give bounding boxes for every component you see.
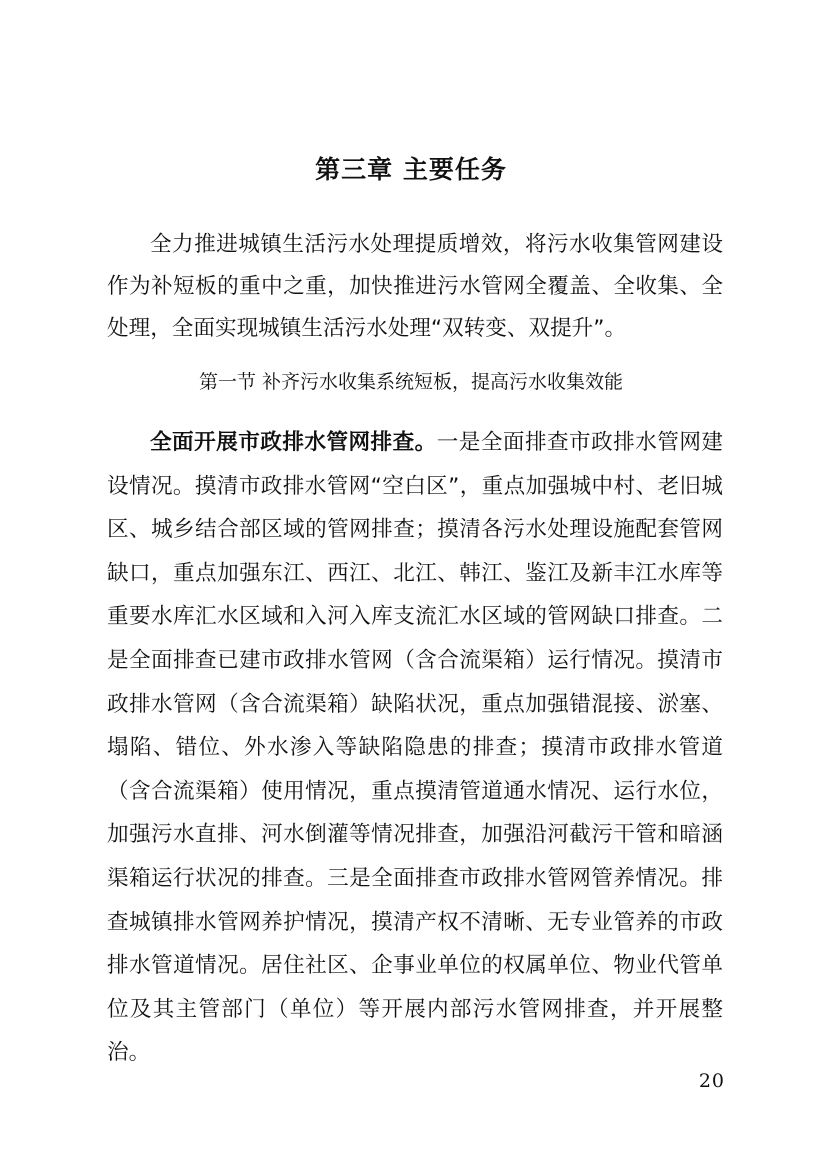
section-title: 第一节 补齐污水收集系统短板，提高污水收集效能 xyxy=(198,371,624,393)
body-paragraph xyxy=(107,421,723,1075)
paragraph-body: 一是全面排查市政排水管网建设情况。摸清市政排水管网“空白区”，重点加强城中村、老旧城区、城乡结合部区域的管网排查；摸清各污水处理设施配套管网缺口，重点加强东江、西江、北江、韩江、鉴江及新丰江水库等重要水库汇水区域和入河入库支流汇水区域的管网缺口排查。二是全面排查已建市政排水管网（含合流渠箱）运行情况。摸清市政排水管网（含合流渠箱）缺陷状况，重点加强错混接、淤塞、塌陷、错位、外水渗入等缺陷隐患的排查；摸清市政排水管道（含合流渠箱）使用情况，重点摸清管道通水情况、运行水位，加强污水直排、河水倒灌等情况排查，加强沿河截污干管和暗涵渠箱运行状况的排查。三是全面排查市政排水管网管养情况。排查城镇排水管网养护情况，摸清产权不清晰、无专业管养的市政排水管道情况。居住社区、企事业单位的权属单位、物业代管单位及其主管部门（单位）等开展内部污水管网排查，并开展整治。 xyxy=(107,430,723,1066)
chapter-title: 第三章 主要任务 xyxy=(315,155,507,184)
paragraph-lead: 全面开展市政排水管网排查。 xyxy=(150,430,437,455)
intro-paragraph: 全力推进城镇生活污水处理提质增效，将污水收集管网建设作为补短板的重中之重，加快推进污水管网全覆盖、全收集、全处理，全面实现城镇生活污水处理“双转变、双提升”。 xyxy=(107,232,723,341)
page-number: 20 xyxy=(698,1070,725,1092)
